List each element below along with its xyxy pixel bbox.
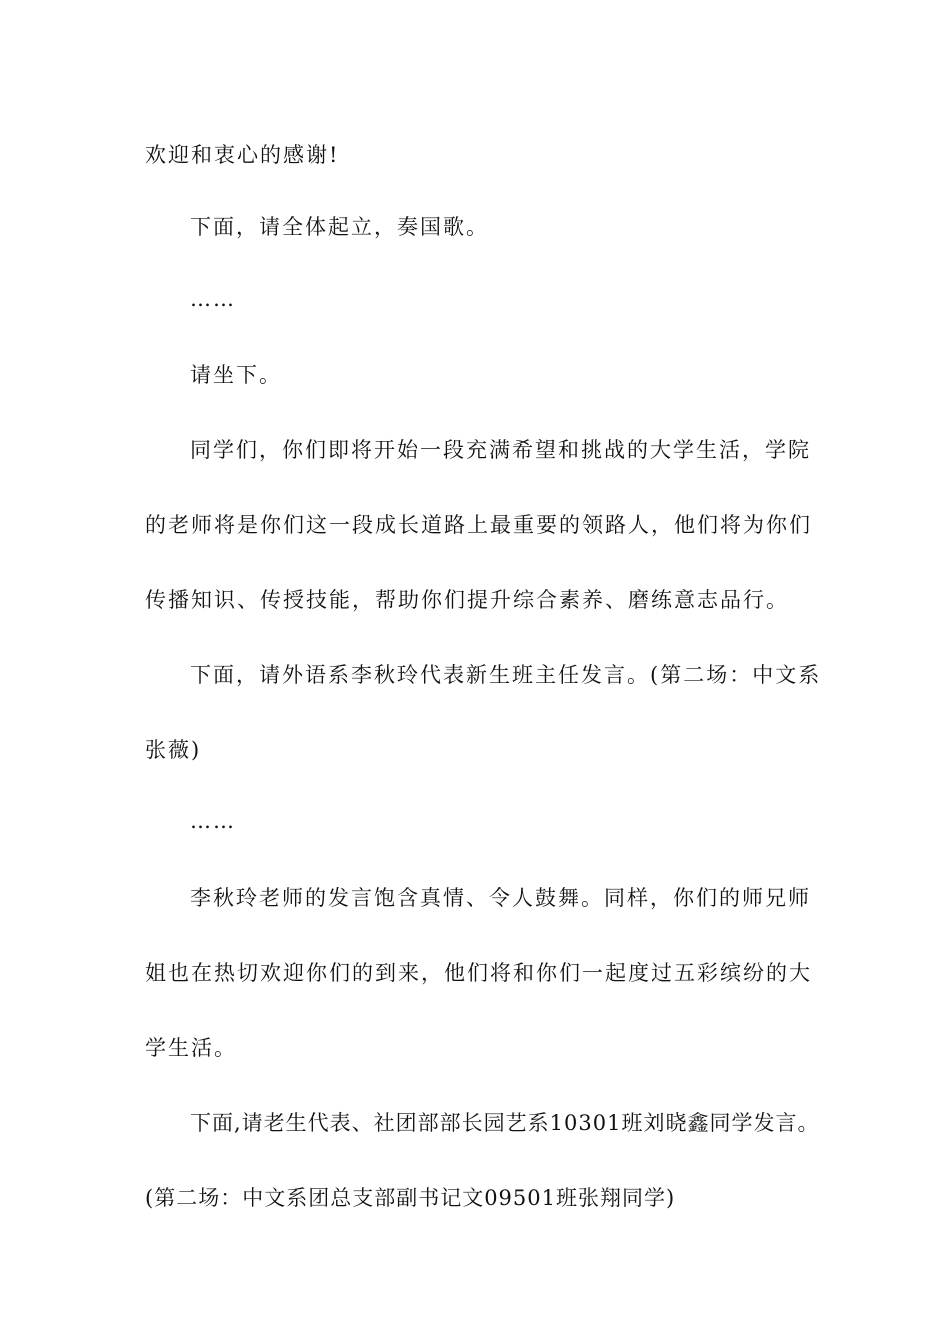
text-line: 学生活。 [145, 1036, 237, 1060]
text-line: 张薇) [145, 738, 202, 762]
ellipsis-line: …… [190, 287, 236, 311]
text-line: 姐也在热切欢迎你们的到来，他们将和你们一起度过五彩缤纷的大 [145, 961, 812, 985]
text-line: 李秋玲老师的发言饱含真情、令人鼓舞。同样，你们的师兄师 [190, 886, 811, 910]
ellipsis-line: …… [190, 809, 236, 833]
text-line: 下面，请外语系李秋玲代表新生班主任发言。(第二场：中文系 [190, 663, 822, 687]
text-line: 的老师将是你们这一段成长道路上最重要的领路人，他们将为你们 [145, 513, 812, 537]
text-line: (第二场：中文系团总支部副书记文09501班张翔同学) [145, 1186, 676, 1210]
text-line: 下面,请老生代表、社团部部长园艺系10301班刘晓鑫同学发言。 [190, 1111, 820, 1135]
text-line: 传播知识、传授技能，帮助你们提升综合素养、磨练意志品行。 [145, 588, 789, 612]
text-line: 请坐下。 [190, 363, 282, 387]
text-line: 同学们，你们即将开始一段充满希望和挑战的大学生活，学院 [190, 438, 811, 462]
text-line: 下面，请全体起立，奏国歌。 [190, 215, 489, 239]
text-line: 欢迎和衷心的感谢! [145, 143, 340, 167]
